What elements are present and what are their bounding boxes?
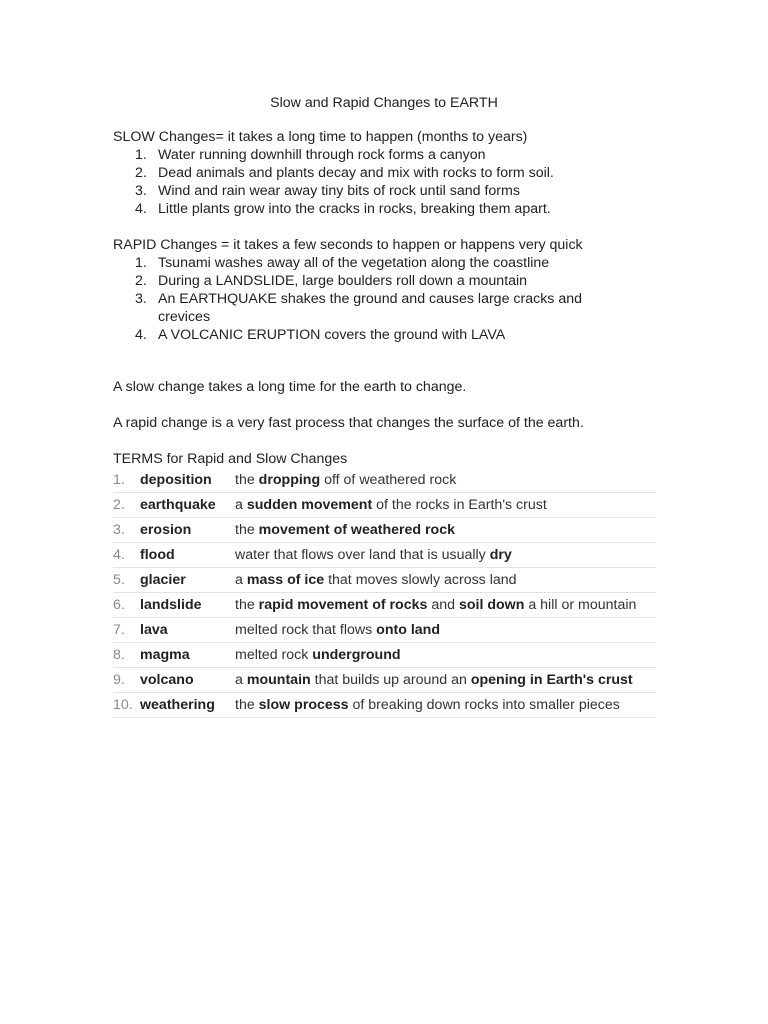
list-item: 1. Tsunami washes away all of the vegetation along the coastline (135, 255, 550, 271)
term-word: erosion (140, 518, 235, 543)
definition-text: the (235, 522, 259, 538)
list-item: 4. A VOLCANIC ERUPTION covers the ground with LAVA (135, 327, 506, 343)
definition-keyword: opening in Earth's crust (470, 672, 633, 688)
definition-keyword: mass of ice (246, 572, 325, 588)
table-row (113, 518, 656, 543)
definition-keyword: sudden movement (246, 497, 373, 513)
definition-text: a (235, 672, 247, 688)
term-number: 9. (113, 668, 140, 693)
term-definition (235, 543, 656, 568)
list-item: 1. Water running downhill through rock forms a canyon (135, 147, 486, 163)
rapid-changes-heading: RAPID Changes = it takes a few seconds to happen or happens very quick (113, 237, 583, 253)
term-number: 3. (113, 518, 140, 543)
definition-text: melted rock that flows (235, 622, 377, 638)
term-number: 1. (113, 468, 140, 493)
term-word: magma (140, 643, 235, 668)
definition-keyword: slow process (258, 697, 349, 713)
table-row (113, 493, 656, 518)
rapid-changes-section (113, 236, 673, 344)
table-row (113, 468, 656, 493)
definition-text: water that flows over land that is usually (235, 547, 490, 563)
definition-keyword: movement of weathered rock (258, 522, 455, 538)
term-number: 8. (113, 643, 140, 668)
page-title: Slow and Rapid Changes to EARTH (270, 95, 498, 111)
term-word: earthquake (140, 493, 235, 518)
term-definition (235, 593, 656, 618)
term-definition (235, 493, 656, 518)
definition-text: a (235, 497, 247, 513)
definition-keyword: dropping (258, 472, 321, 488)
table-row (113, 618, 656, 643)
slow-changes-list (113, 146, 673, 218)
definition-text: the (235, 472, 259, 488)
term-word: weathering (140, 693, 235, 718)
term-definition (235, 668, 656, 693)
definition-keyword: rapid movement of rocks (258, 597, 428, 613)
table-row (113, 668, 656, 693)
term-word: deposition (140, 468, 235, 493)
definition-text: of breaking down rocks into smaller pieces (348, 697, 620, 713)
table-row (113, 693, 656, 718)
term-number: 2. (113, 493, 140, 518)
term-number: 6. (113, 593, 140, 618)
definition-text: off of weathered rock (320, 472, 457, 488)
list-item: 4. Little plants grow into the cracks in rocks, breaking them apart. (135, 201, 551, 217)
term-word: lava (140, 618, 235, 643)
term-definition (235, 568, 656, 593)
slow-change-summary: A slow change takes a long time for the earth to change. (113, 379, 467, 395)
table-row (113, 543, 656, 568)
list-item: 2. During a LANDSLIDE, large boulders roll down a mountain (135, 273, 528, 289)
term-word: flood (140, 543, 235, 568)
table-row (113, 568, 656, 593)
term-word: volcano (140, 668, 235, 693)
term-definition (235, 643, 656, 668)
term-definition (235, 693, 656, 718)
term-definition (235, 518, 656, 543)
term-word: landslide (140, 593, 235, 618)
term-number: 7. (113, 618, 140, 643)
terms-heading: TERMS for Rapid and Slow Changes (113, 451, 348, 467)
list-item: 2. Dead animals and plants decay and mix with rocks to form soil. (135, 165, 554, 181)
definition-keyword: soil down (458, 597, 525, 613)
definition-text: a (235, 572, 247, 588)
term-word: glacier (140, 568, 235, 593)
term-number: 4. (113, 543, 140, 568)
table-row (113, 593, 656, 618)
list-item: 3. Wind and rain wear away tiny bits of rock until sand forms (135, 183, 520, 199)
definition-text: that moves slowly across land (324, 572, 517, 588)
definition-keyword: mountain (246, 672, 311, 688)
term-definition (235, 468, 656, 493)
rapid-changes-list (113, 254, 673, 344)
terms-table (113, 468, 656, 718)
definition-text: and (427, 597, 459, 613)
definition-text: a hill or mountain (524, 597, 637, 613)
definition-keyword: underground (312, 647, 401, 663)
slow-changes-section (113, 128, 673, 218)
definition-text: melted rock (235, 647, 313, 663)
definition-text: the (235, 697, 259, 713)
term-number: 10. (113, 693, 140, 718)
definition-keyword: dry (489, 547, 512, 563)
definition-keyword: onto land (376, 622, 440, 638)
term-number: 5. (113, 568, 140, 593)
definition-text: the (235, 597, 259, 613)
list-item: 3. An EARTHQUAKE shakes the ground and causes large cracks and crevices (135, 291, 583, 325)
term-definition (235, 618, 656, 643)
table-row (113, 643, 656, 668)
definition-text: that builds up around an (310, 672, 471, 688)
rapid-change-summary: A rapid change is a very fast process that changes the surface of the earth. (113, 415, 584, 431)
definition-text: of the rocks in Earth's crust (372, 497, 547, 513)
slow-changes-heading: SLOW Changes= it takes a long time to happen (months to years) (113, 129, 528, 145)
